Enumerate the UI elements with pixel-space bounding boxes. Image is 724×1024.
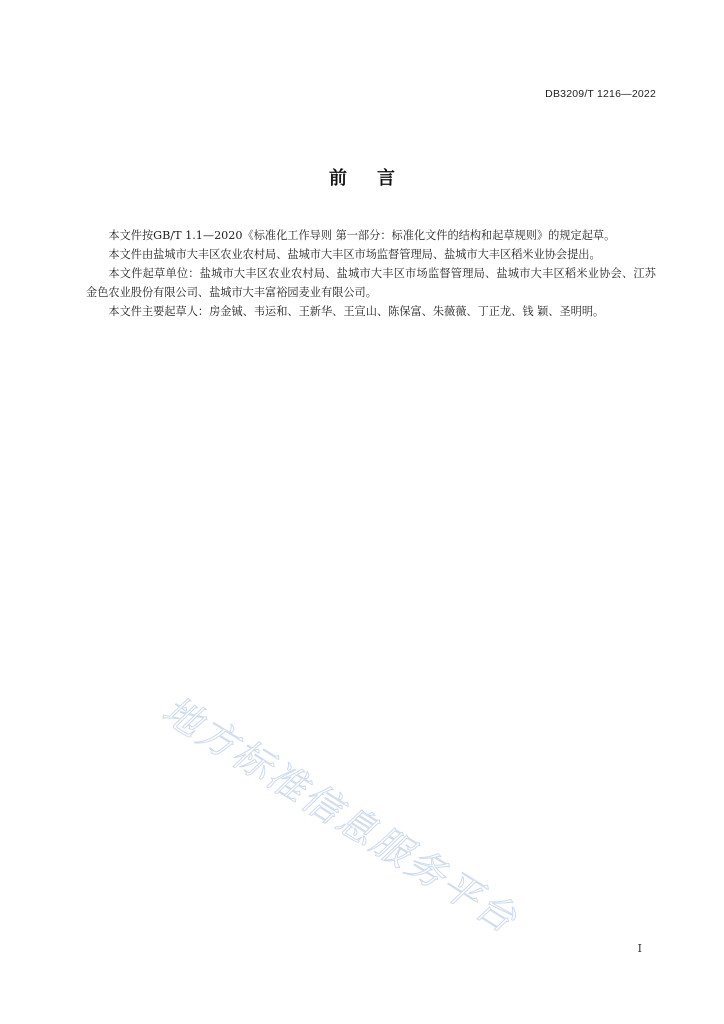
page-title: 前言: [329, 168, 425, 189]
page-number: I: [637, 942, 642, 955]
paragraph-drafting-rules: 本文件按GB/T 1.1—2020《标准化工作导则 第一部分：标准化文件的结构和起草规则》的规定起草。: [108, 229, 616, 242]
paragraph-drafters: 本文件主要起草人：房金铖、韦运和、王新华、王宣山、陈保富、朱薇薇、丁正龙、钱 颖、圣明明。: [108, 305, 605, 318]
paragraph-proposers: 本文件由盐城市大丰区农业农村局、盐城市大丰区市场监督管理局、盐城市大丰区稻米业协会提出。: [108, 248, 601, 261]
foreword-body: [86, 226, 656, 321]
document-code: DB3209/T 1216—2022: [545, 88, 656, 100]
paragraph-drafting-units: 本文件起草单位：盐城市大丰区农业农村局、盐城市大丰区市场监督管理局、盐城市大丰区稻米业协会、江苏金色农业股份有限公司、盐城市大丰富裕园麦业有限公司。: [86, 267, 656, 299]
watermark: 地方标准信息服务平台: [154, 687, 526, 943]
